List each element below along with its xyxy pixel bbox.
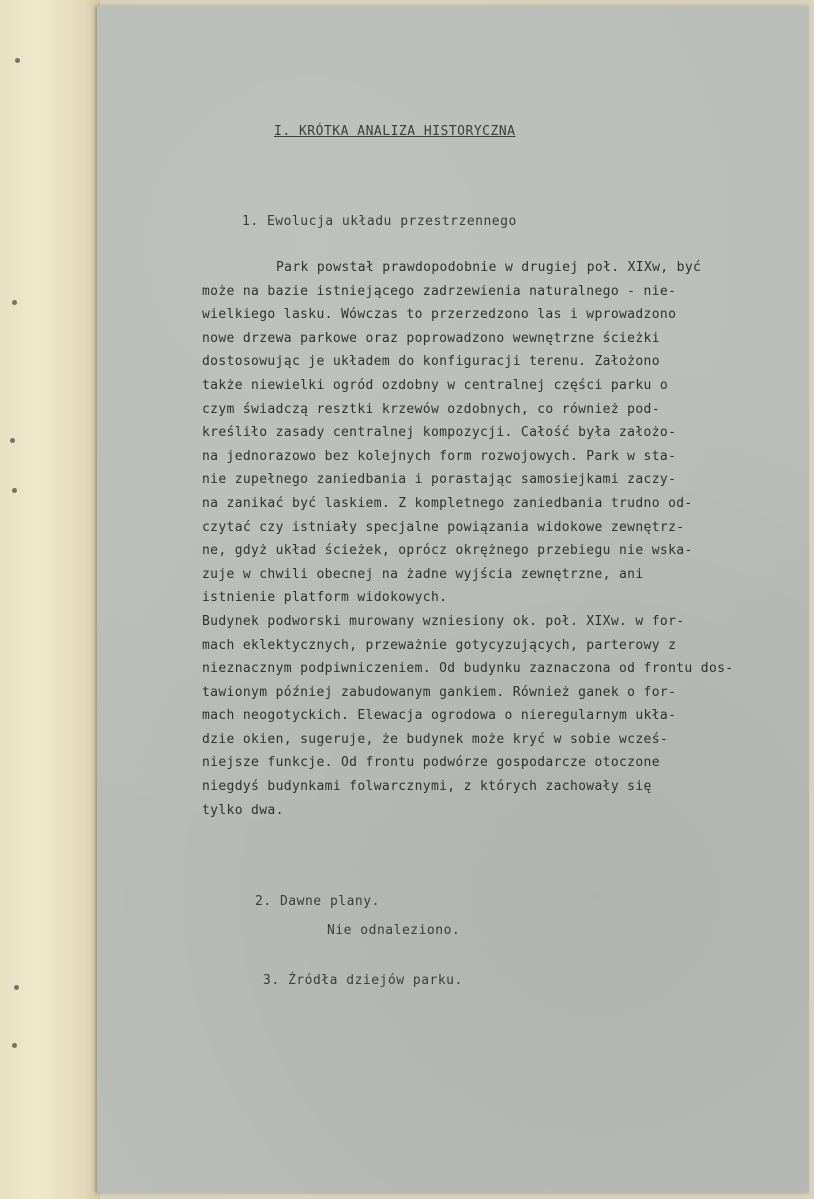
section-3-title: 3. Źródła dziejów parku. (263, 973, 463, 988)
punch-hole (12, 1043, 17, 1048)
text-line: także niewielki ogród ozdobny w centralnej części parku o (202, 377, 669, 393)
text-line: dostosowując je układem do konfiguracji terenu. Założono (202, 354, 660, 370)
typewritten-page (97, 6, 809, 1193)
text-line: niejsze funkcje. Od frontu podwórze gospodarcze otoczone (202, 755, 660, 771)
text-line: kreśliło zasady centralnej kompozycji. Całość była założo- (202, 425, 677, 441)
text-line: nowe drzewa parkowe oraz poprowadzono wewnętrzne ścieżki (202, 330, 660, 346)
text-line: zuje w chwili obecnej na żadne wyjścia zewnętrzne, ani (202, 566, 644, 582)
text-line: Park powstał prawdopodobnie w drugiej poł. XIXw, być (276, 260, 702, 275)
text-line: czym świadczą resztki krzewów ozdobnych, co również pod- (202, 401, 660, 417)
text-line: czytać czy istniały specjalne powiązania widokowe zewnętrz- (202, 519, 685, 535)
text-line: na zanikać być laskiem. Z kompletnego zaniedbania trudno od- (202, 495, 693, 511)
text-line: niegdyś budynkami folwarcznymi, z których zachowały się (202, 779, 652, 795)
text-line: istnienie platform widokowych. (202, 590, 448, 606)
section-2-title: 2. Dawne plany. (255, 894, 380, 909)
text-line: mach eklektycznych, przeważnie gotycyzujących, parterowy z (202, 637, 677, 653)
text-line: na jednorazowo bez kolejnych form rozwojowych. Park w sta- (202, 448, 677, 464)
text-line: mach neogotyckich. Elewacja ogrodowa o nieregularnym ukła- (202, 708, 677, 724)
text-line: może na bazie istniejącego zadrzewienia naturalnego - nie- (202, 283, 677, 299)
punch-hole (15, 58, 20, 63)
text-line: nieznacznym podpiwniczeniem. Od budynku zaznaczona od frontu dos- (202, 661, 734, 677)
punch-hole (10, 438, 15, 443)
punch-hole (12, 488, 17, 493)
text-line: Budynek podworski murowany wzniesiony ok. poł. XIXw. w for- (202, 613, 685, 629)
section-2-text: Nie odnaleziono. (327, 923, 461, 938)
text-line: dzie okien, sugeruje, że budynek może kryć w sobie wcześ- (202, 731, 669, 747)
body-text (202, 256, 798, 822)
section-1-title: 1. Ewolucja układu przestrzennego (242, 214, 517, 229)
text-line: nie zupełnego zaniedbania i porastając samosiejkami zaczy- (202, 472, 677, 488)
binding-strip (0, 0, 100, 1199)
text-line: wielkiego lasku. Wówczas to przerzedzono las i wprowadzono (202, 307, 677, 323)
punch-hole (14, 985, 19, 990)
document-heading: I. KRÓTKA ANALIZA HISTORYCZNA (274, 124, 516, 139)
text-line: tylko dwa. (202, 802, 284, 818)
text-line: ne, gdyż układ ścieżek, oprócz okrężnego przebiegu nie wska- (202, 543, 693, 559)
punch-hole (12, 300, 17, 305)
text-line: tawionym później zabudowanym gankiem. Również ganek o for- (202, 684, 677, 700)
